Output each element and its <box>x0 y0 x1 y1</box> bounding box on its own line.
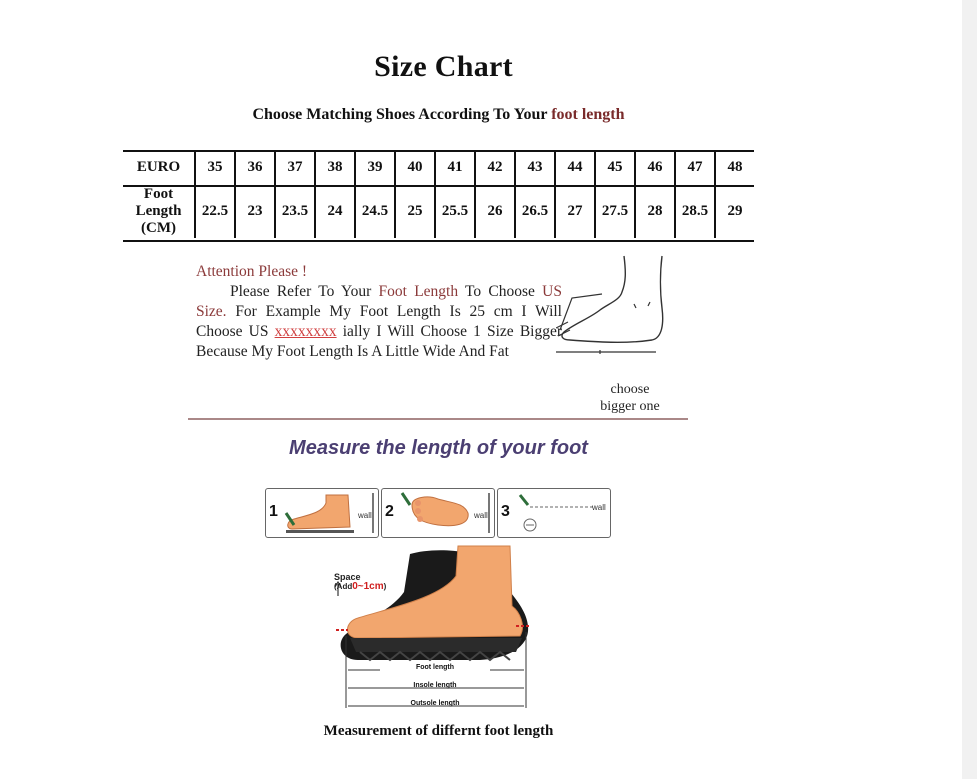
foot-length-label-line: Length <box>135 202 182 219</box>
euro-size-cell: 35 <box>195 151 235 184</box>
wall-line <box>372 493 374 533</box>
wall-label: wall <box>474 511 488 520</box>
table-bottom-border <box>123 240 754 242</box>
insole-length-line-label: Insole length <box>413 682 457 689</box>
euro-size-cell: 45 <box>595 151 635 184</box>
attention-text: ially I Will Choose 1 Size Bigger Because My Foot Length Is A Little Wide And Fat <box>196 323 563 360</box>
attention-masked-text: xxxxxxxx <box>274 323 337 340</box>
foot-length-cell: 23.5 <box>275 184 315 238</box>
euro-size-cell: 38 <box>315 151 355 184</box>
euro-size-cell: 43 <box>515 151 555 184</box>
foot-length-label-line: (CM) <box>141 219 176 236</box>
attention-text: For Example My Foot Length Is 25 cm I Will Choose US <box>196 303 562 340</box>
section-divider <box>188 418 688 420</box>
choose-bigger-note <box>590 381 670 415</box>
foot-length-cell: 24.5 <box>355 184 395 238</box>
attention-highlight: US Size. <box>196 283 562 320</box>
step-number: 1 <box>269 503 278 520</box>
euro-size-cell: 40 <box>395 151 435 184</box>
euro-row <box>123 151 754 184</box>
euro-size-cell: 39 <box>355 151 395 184</box>
measure-heading: Measure the length of your foot <box>289 437 588 459</box>
euro-label: EURO <box>123 151 195 184</box>
attention-text: Please Refer To Your <box>230 283 372 300</box>
euro-size-cell: 47 <box>675 151 715 184</box>
right-scroll-band <box>962 0 977 779</box>
foot-side-icon <box>282 491 358 535</box>
foot-length-cell: 28.5 <box>675 184 715 238</box>
euro-size-cell: 41 <box>435 151 475 184</box>
euro-size-cell: 42 <box>475 151 515 184</box>
foot-length-cell: 23 <box>235 184 275 238</box>
diagram-caption: Measurement of differnt foot length <box>323 723 554 739</box>
space-sub-label <box>334 581 386 592</box>
choose-line: choose <box>610 382 650 397</box>
attention-note <box>196 262 562 362</box>
space-sub-text: (Add <box>334 582 353 591</box>
measure-line-icon <box>514 491 594 535</box>
wall-label: wall <box>592 503 606 512</box>
step-number: 2 <box>385 503 394 520</box>
euro-size-cell: 46 <box>635 151 675 184</box>
subtitle <box>0 106 877 124</box>
foot-length-line-label: Foot length <box>380 664 490 671</box>
foot-length-cell: 24 <box>315 184 355 238</box>
foot-top-icon <box>398 491 474 535</box>
outsole-length-line-label: Outsole length <box>410 700 460 707</box>
page-title: Size Chart <box>374 50 513 83</box>
foot-length-label <box>123 184 195 238</box>
foot-length-cell: 27.5 <box>595 184 635 238</box>
foot-length-cell: 26 <box>475 184 515 238</box>
space-label: Space <box>334 572 361 582</box>
foot-outline-icon <box>556 252 676 356</box>
foot-length-cell: 22.5 <box>195 184 235 238</box>
foot-length-label-line: Foot <box>143 185 174 202</box>
size-table <box>123 151 754 238</box>
foot-length-cell: 26.5 <box>515 184 555 238</box>
foot-length-cell: 25 <box>395 184 435 238</box>
space-sub-text: ) <box>383 582 387 591</box>
foot-length-cell: 29 <box>715 184 754 238</box>
step-panel-3 <box>497 488 611 538</box>
choose-line: bigger one <box>600 399 660 414</box>
subtitle-text: Choose Matching Shoes According To Your <box>252 106 548 123</box>
euro-size-cell: 37 <box>275 151 315 184</box>
space-sub-highlight: 0~1cm <box>352 581 384 592</box>
foot-length-cell: 25.5 <box>435 184 475 238</box>
wall-label: wall <box>358 511 372 520</box>
euro-size-cell: 44 <box>555 151 595 184</box>
attention-text: To Choose <box>465 283 535 300</box>
euro-size-cell: 48 <box>715 151 754 184</box>
euro-size-cell: 36 <box>235 151 275 184</box>
cm-row <box>123 184 754 238</box>
step-number: 3 <box>501 503 510 520</box>
step-panel-2 <box>381 488 495 538</box>
attention-heading: Attention Please ! <box>196 263 308 280</box>
foot-length-cell: 27 <box>555 184 595 238</box>
foot-length-cell: 28 <box>635 184 675 238</box>
wall-line <box>488 493 490 533</box>
attention-body <box>196 282 562 362</box>
attention-highlight: Foot Length <box>378 283 459 300</box>
subtitle-highlight: foot length <box>551 106 625 123</box>
step-panel-1 <box>265 488 379 538</box>
